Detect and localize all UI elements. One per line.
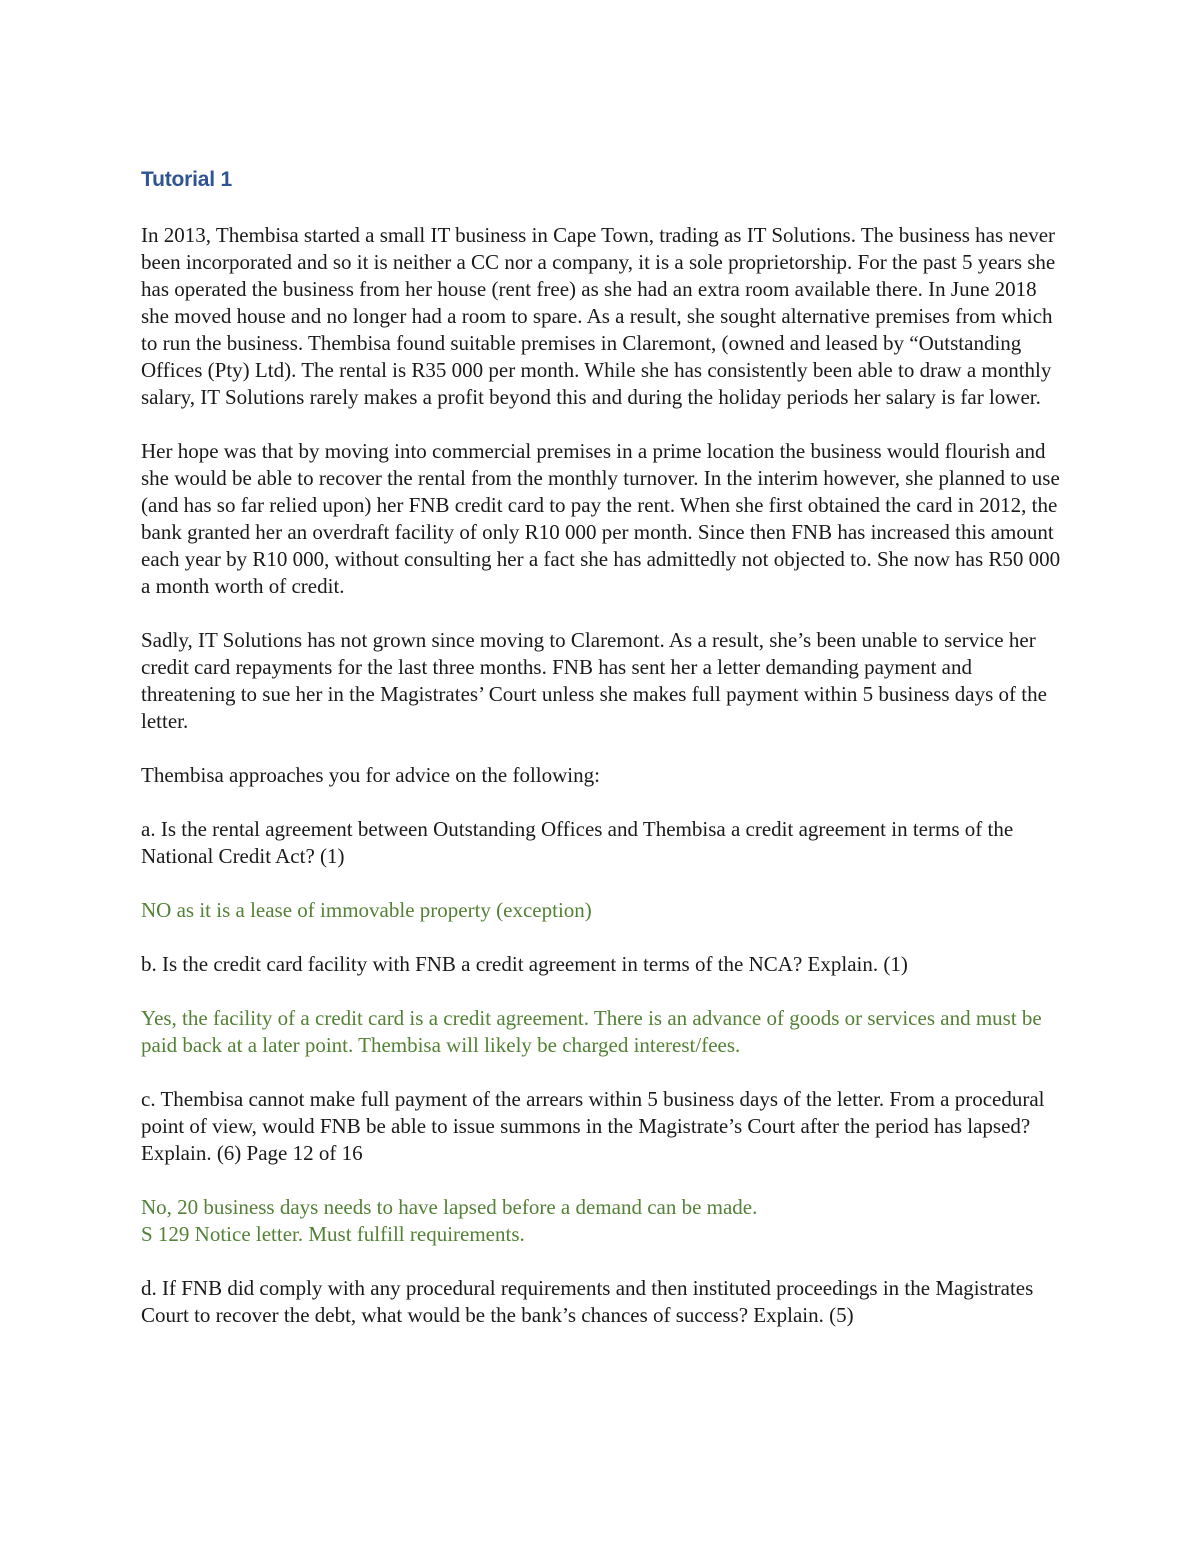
answer-c (141, 1194, 1066, 1248)
paragraph-sadly: Sadly, IT Solutions has not grown since moving to Claremont. As a result, she’s been unable to service her credit card repayments for the last three months. FNB has sent her a letter demanding payment and threatening to sue her in the Magistrates’ Court unless she makes full payment within 5 business days of the letter. (141, 628, 1047, 733)
answer-c-line-2: S 129 Notice letter. Must fulfill requirements. (141, 1222, 525, 1246)
answer-b-line-1: Yes, the facility of a credit card is a credit agreement. There is an advance of goods or services and must be paid back at a later point. Thembisa will likely be charged interest/fees. (141, 1006, 1042, 1057)
answer-a (141, 897, 1066, 924)
answer-a-line-1: NO as it is a lease of immovable property (exception) (141, 898, 592, 922)
paragraph-hope: Her hope was that by moving into commercial premises in a prime location the business would flourish and she would be able to recover the rental from the monthly turnover. In the interim however, she planned to use (and has so far relied upon) her FNB credit card to pay the rent. When she first obtained the card in 2012, the bank granted her an overdraft facility of only R10 000 per month. Since then FNB has increased this amount each year by R10 000, without consulting her a fact she has admittedly not objected to. She now has R50 000 a month worth of credit. (141, 439, 1061, 598)
paragraph-intro: In 2013, Thembisa started a small IT business in Cape Town, trading as IT Solutions. The business has never been incorporated and so it is neither a CC nor a company, it is a sole proprietorship. For the past 5 years she has operated the business from her house (rent free) as she had an extra room available there. In June 2018 she moved house and no longer had a room to spare. As a result, she sought alternative premises from which to run the business. Thembisa found suitable premises in Claremont, (owned and leased by “Outstanding Offices (Pty) Ltd). The rental is R35 000 per month. While she has consistently been able to draw a monthly salary, IT Solutions rarely makes a profit beyond this and during the holiday periods her salary is far lower. (141, 223, 1056, 409)
question-a: a. Is the rental agreement between Outstanding Offices and Thembisa a credit agreement in terms of the National Credit Act? (1) (141, 817, 1014, 868)
document-page (141, 166, 1066, 1356)
paragraph-advice: Thembisa approaches you for advice on the following: (141, 763, 600, 787)
document-title: Tutorial 1 (141, 168, 232, 191)
question-c: c. Thembisa cannot make full payment of the arrears within 5 business days of the letter. From a procedural point of view, would FNB be able to issue summons in the Magistrate’s Court after the period has lapsed? Explain. (6) Page 12 of 16 (141, 1087, 1045, 1165)
answer-b (141, 1005, 1066, 1059)
question-b: b. Is the credit card facility with FNB a credit agreement in terms of the NCA? Explain. (1) (141, 952, 908, 976)
answer-c-line-1: No, 20 business days needs to have lapsed before a demand can be made. (141, 1195, 758, 1219)
question-d: d. If FNB did comply with any procedural requirements and then instituted proceedings in the Magistrates Court to recover the debt, what would be the bank’s chances of success? Explain. (5) (141, 1276, 1034, 1327)
